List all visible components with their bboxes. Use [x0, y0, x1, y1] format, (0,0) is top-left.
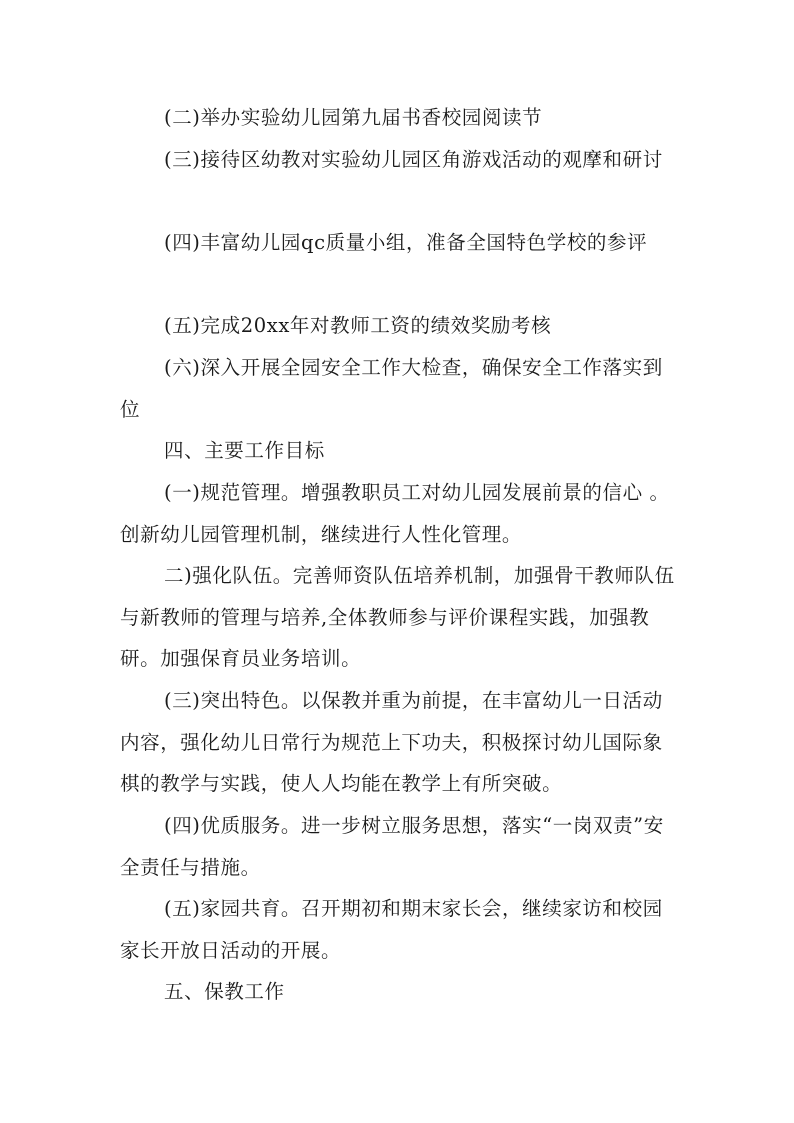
paragraph-team-strengthening: 二)强化队伍。完善师资队伍培养机制，加强骨干教师队伍与新教师的管理与培养,全体教师参与评价课程实践，加强教研。加强保育员业务培训。 — [120, 564, 675, 670]
paragraph-reading-festival: (二)举办实验幼儿园第九届书香校园阅读节 — [164, 106, 543, 129]
section-heading-education: 五、保教工作 — [164, 980, 285, 1003]
paragraph-home-school: (五)家园共育。召开期初和期末家长会，继续家访和校园家长开放日活动的开展。 — [120, 897, 663, 962]
paragraph-standard-management: (一)规范管理。增强教职员工对幼儿园发展前景的信心 。创新幼儿园管理机制，继续进行人性化管理。 — [120, 481, 670, 546]
paragraph-qc-group: (四)丰富幼儿园qc质量小组，准备全国特色学校的参评 — [164, 231, 648, 254]
paragraph-observation-seminar: (三)接待区幼教对实验幼儿园区角游戏活动的观摩和研讨 — [164, 148, 663, 171]
paragraph-safety-inspection: (六)深入开展全园安全工作大检查，确保安全工作落实到位 — [120, 356, 663, 421]
paragraph-highlight-features: (三)突出特色。以保教并重为前提，在丰富幼儿一日活动内容，强化幼儿日常行为规范上下功夫，积极探讨幼儿国际象棋的教学与实践，使人人均能在教学上有所突破。 — [120, 689, 663, 795]
section-heading-goals: 四、主要工作目标 — [164, 439, 325, 462]
paragraph-performance-review: (五)完成20xx年对教师工资的绩效奖励考核 — [164, 314, 552, 337]
paragraph-quality-service: (四)优质服务。进一步树立服务思想，落实“一岗双责”安全责任与措施。 — [120, 814, 664, 879]
